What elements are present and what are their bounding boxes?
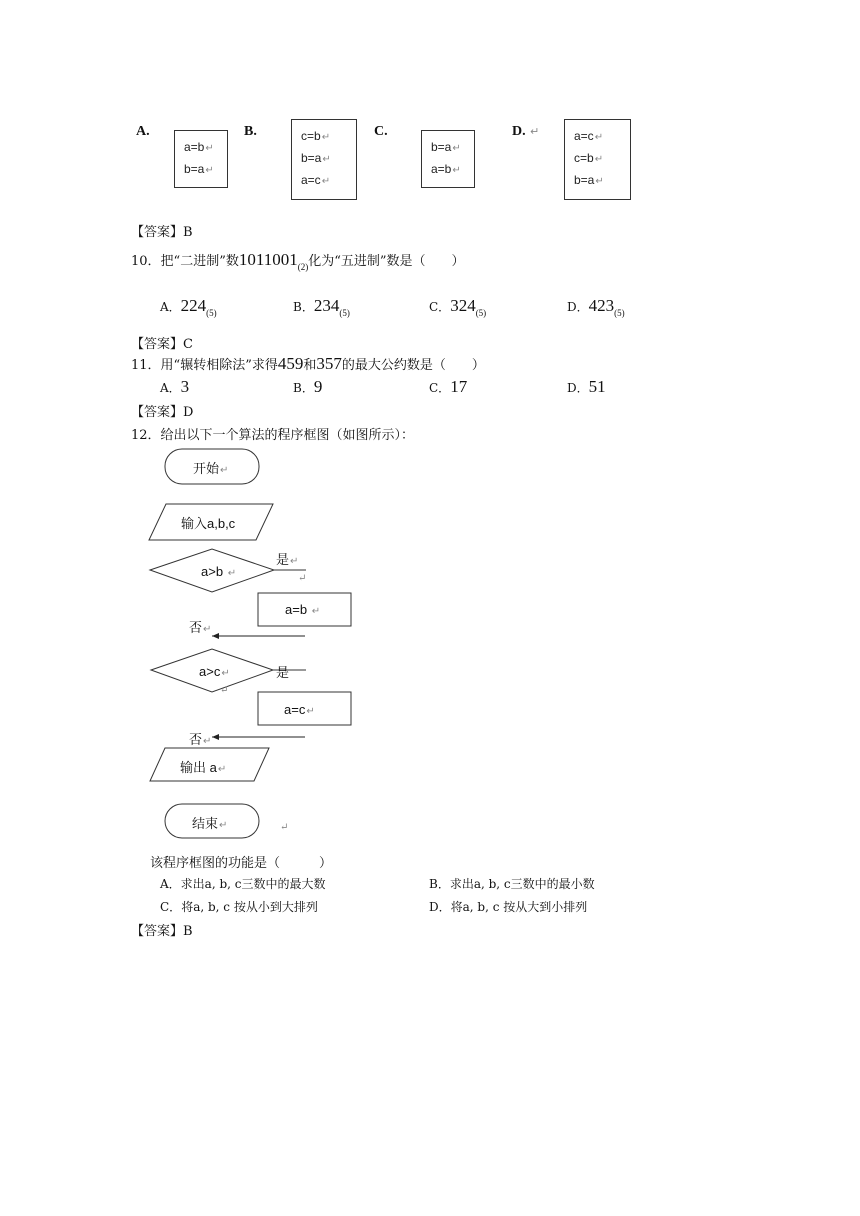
q10-number: 1011001 <box>238 250 298 269</box>
q12-answer: 【答案】B <box>131 924 193 939</box>
q9-option-a-box: a=b↵ b=a↵ <box>174 130 228 188</box>
q9-option-b-letter: B. <box>244 124 257 139</box>
q9-a-line-1: a=b <box>184 140 205 154</box>
q9-c-line-1: b=a <box>431 140 452 154</box>
flow-output-label: 输出 a↵ <box>180 760 227 775</box>
q11-n1: 459 <box>277 354 304 373</box>
q12-option-d[interactable]: D．将a, b, c 按从大到小排列 <box>429 900 588 914</box>
flow-assign-2-label: a=c↵ <box>284 702 315 717</box>
flow-end-label: 结束↵ <box>192 816 228 831</box>
q11-stem: 11．用“辗转相除法”求得459和357的最大公约数是（ ） <box>131 354 485 373</box>
q9-option-a-letter: A. <box>136 124 150 139</box>
flow-input-label: 输入a,b,c <box>181 516 236 531</box>
q11-option-c[interactable]: C．17 <box>429 377 468 396</box>
q9-b-line-2: b=a <box>301 151 322 165</box>
q9-b-line-3: a=c <box>301 173 321 187</box>
q12-option-b[interactable]: B．求出a, b, c三数中的最小数 <box>429 877 595 891</box>
q10-answer: 【答案】C <box>131 337 193 352</box>
q9-d-line-1: a=c <box>574 129 594 143</box>
q9-option-d-letter: D. ↵ <box>512 124 540 139</box>
q9-answer: 【答案】B <box>131 225 193 240</box>
q9-option-d-box: a=c↵ c=b↵ b=a↵ <box>564 119 631 200</box>
q10-stem-prefix: 10．把“二进制”数 <box>131 254 239 269</box>
q10-option-c[interactable]: C．$324_{(5)}$ <box>429 296 487 318</box>
q9-d-line-3: b=a <box>574 173 595 187</box>
q10-number-base: (2) <box>297 262 309 272</box>
q12-option-a[interactable]: A．求出a, b, c三数中的最大数 <box>160 877 326 891</box>
q10-option-a[interactable]: A．$224_{(5)}$ <box>160 296 217 318</box>
flow-assign-1-label: a=b ↵ <box>285 602 321 617</box>
q10-stem-suffix: 化为“五进制”数是（ ） <box>308 254 465 269</box>
q11-option-b[interactable]: B．9 <box>293 377 323 396</box>
q9-option-c-letter: C. <box>374 124 388 139</box>
flow-cond-1-label: a>b ↵ <box>201 564 237 579</box>
flow-yes-2-label: 是 <box>276 665 290 680</box>
q11-n2: 357 <box>316 354 342 373</box>
q9-a-line-2: b=a <box>184 162 205 176</box>
q12-stem: 12．给出以下一个算法的程序框图（如图所示）： <box>131 428 415 443</box>
flow-no-2-label: 否↵ <box>189 732 212 747</box>
q9-d-line-2: c=b <box>574 151 594 165</box>
q10-option-b[interactable]: B．$234_{(5)}$ <box>293 296 350 318</box>
q11-answer: 【答案】D <box>131 405 194 420</box>
flow-start-label: 开始↵ <box>193 461 229 476</box>
q10-option-d[interactable]: D．$423_{(5)}$ <box>567 296 625 318</box>
q9-b-line-1: c=b <box>301 129 321 143</box>
q9-option-b-box: c=b↵ b=a↵ a=c↵ <box>291 119 357 200</box>
flow-yes-1-label: 是↵ <box>276 552 299 567</box>
q11-option-a[interactable]: A．3 <box>160 377 190 396</box>
q9-option-c-box: b=a↵ a=b↵ <box>421 130 475 188</box>
flow-cond-2-label: a>c↵ <box>199 664 230 679</box>
q12-question: 该程序框图的功能是（ ） <box>150 856 333 871</box>
q12-option-c[interactable]: C．将a, b, c 按从小到大排列 <box>160 900 318 914</box>
flow-no-1-label: 否↵ <box>189 620 212 635</box>
q11-option-d[interactable]: D．51 <box>567 377 606 396</box>
q9-c-line-2: a=b <box>431 162 452 176</box>
